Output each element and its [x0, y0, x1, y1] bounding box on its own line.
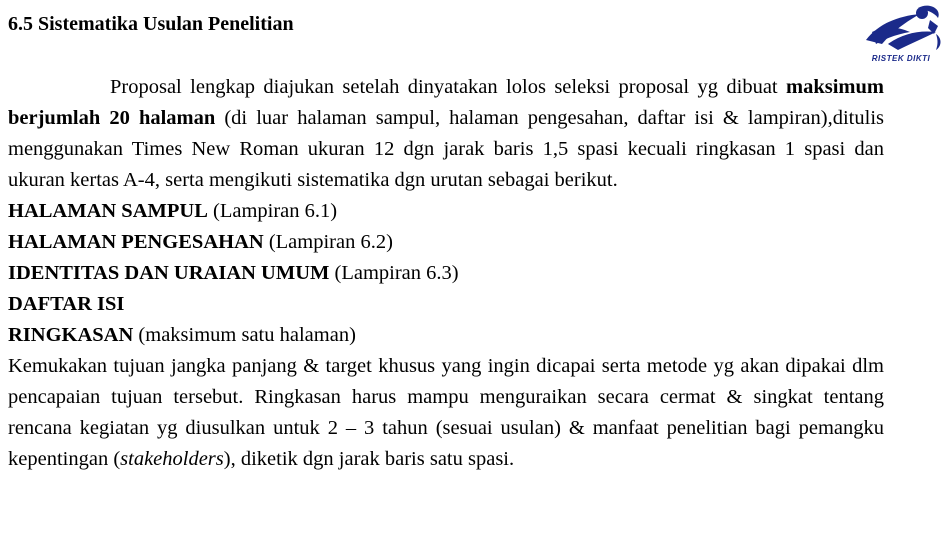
summary-italic-text: stakeholders — [120, 448, 224, 470]
section-heading: RINGKASAN — [8, 324, 134, 346]
intro-paragraph — [8, 72, 884, 196]
section-halaman-pengesahan — [8, 227, 884, 258]
section-note: (Lampiran 6.2) — [263, 231, 393, 253]
section-ringkasan — [8, 320, 884, 351]
summary-text-1: Kemukakan tujuan jangka panjang & target khusus yang ingin dicapai serta metode yg akan dipakai dlm pencapaian tujuan tersebut. Ringkasan harus mampu menguraikan secara cermat & singkat tentang rencana kegiatan yg diusulkan untuk 2 – 3 tahun (sesuai usulan) & manfaat penelitian bagi pemangku kepentingan ( — [8, 355, 884, 470]
intro-text-1: Proposal lengkap diajukan setelah dinyatakan lolos seleksi proposal yg dibuat — [110, 76, 787, 98]
section-note: (maksimum satu halaman) — [133, 324, 356, 346]
section-halaman-sampul — [8, 196, 884, 227]
section-heading: DAFTAR ISI — [8, 293, 125, 315]
section-note: (Lampiran 6.1) — [207, 200, 338, 222]
logo-text: RISTEK DIKTI — [871, 54, 931, 63]
section-heading: HALAMAN PENGESAHAN — [8, 231, 264, 253]
ristek-dikti-logo — [858, 4, 944, 68]
section-note: (Lampiran 6.3) — [329, 262, 459, 284]
section-heading: HALAMAN SAMPUL — [8, 200, 208, 222]
section-identitas — [8, 258, 884, 289]
ristek-dikti-logo-icon — [858, 4, 944, 54]
section-daftar-isi — [8, 289, 884, 320]
intro-bold-text: maksimum berjumlah 20 halaman — [8, 76, 884, 129]
page-title: 6.5 Sistematika Usulan Penelitian — [8, 13, 294, 35]
intro-text-2: (di luar halaman sampul, halaman pengesahan, daftar isi & lampiran),ditulis menggunakan Times New Roman ukuran 12 dgn jarak baris 1,5 spasi kecuali ringkasan 1 spasi dan ukuran kertas A-4, serta mengikuti sistematika dgn urutan sebagai berikut. — [8, 107, 884, 191]
document-body — [8, 72, 884, 475]
summary-text-2: ), diketik dgn jarak baris satu spasi. — [223, 448, 515, 470]
section-heading: IDENTITAS DAN URAIAN UMUM — [8, 262, 330, 284]
summary-paragraph — [8, 351, 884, 475]
